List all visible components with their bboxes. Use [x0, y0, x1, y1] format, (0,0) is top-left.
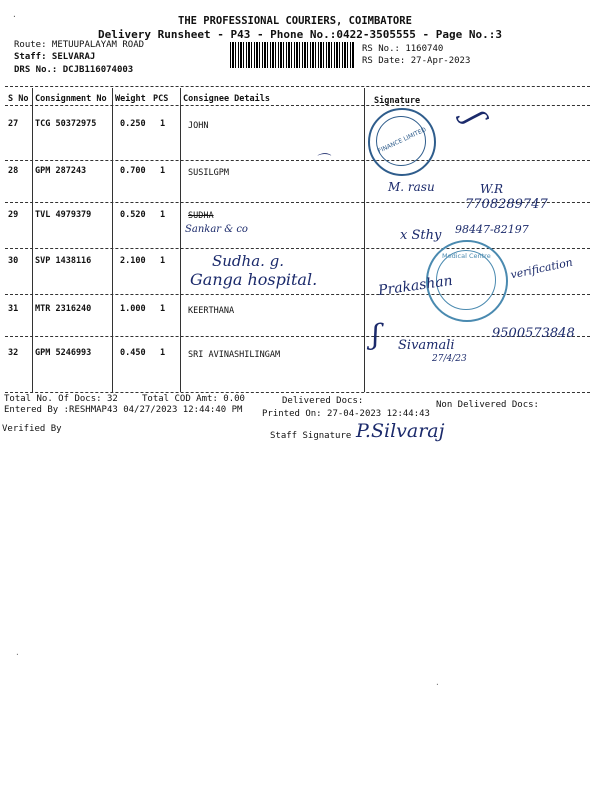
- printed-on: Printed On: 27-04-2023 12:44:43: [262, 409, 430, 419]
- entered-by: Entered By :RESHMAP43 04/27/2023 12:44:40 PM: [4, 405, 243, 415]
- scan-speck: ·: [435, 680, 440, 689]
- phone-row29: 98447-82197: [455, 223, 529, 236]
- runsheet-subtitle: Delivery Runsheet - P43 - Phone No.:0422-3505555 - Page No.:3: [98, 28, 502, 41]
- row-weight: 0.520: [120, 210, 146, 220]
- col-divider: [112, 88, 113, 392]
- row-sno: 28: [8, 166, 19, 176]
- row-consignee: SUSILGPM: [188, 168, 229, 178]
- row-pcs: 1: [160, 348, 166, 358]
- row-consignee: JOHN: [188, 121, 209, 131]
- scan-speck: ·: [12, 12, 17, 21]
- row-consignee: SRI AVINASHILINGAM: [188, 350, 281, 360]
- row-weight: 0.700: [120, 166, 146, 176]
- route-label: Route: METUUPALAYAM ROAD: [14, 40, 145, 50]
- consignee-handwritten-row29: Sankar & co: [185, 224, 248, 235]
- phone-row32: 9500573848: [492, 326, 575, 341]
- row-consignee: KEERTHANA: [188, 306, 235, 316]
- row-consignment: GPM 5246993: [35, 348, 92, 358]
- date-row32: 27/4/23: [432, 354, 467, 364]
- col-header-sno: S No: [8, 94, 29, 104]
- row-weight: 0.250: [120, 119, 146, 129]
- table-top-rule: [5, 86, 590, 87]
- rs-number: RS No.: 1160740: [362, 44, 444, 54]
- col-header-weight: Weight: [115, 94, 146, 104]
- signature-row28: M. rasu: [388, 180, 435, 194]
- staff-signature-label: Staff Signature: [270, 431, 352, 441]
- row-sno: 29: [8, 210, 19, 220]
- barcode-image: [230, 42, 355, 68]
- row-sno: 30: [8, 256, 19, 266]
- drs-number: DRS No.: DCJB116074003: [14, 65, 134, 75]
- col-divider: [32, 88, 33, 392]
- row-consignment: TVL 4979379: [35, 210, 92, 220]
- scan-speck: ·: [15, 650, 20, 659]
- signature-row30-extra: verification: [509, 255, 574, 282]
- row-rule: [5, 248, 590, 249]
- stamp-text: FINANCE LIMITED: [376, 126, 428, 155]
- row-consignment: TCG 50372975: [35, 119, 97, 129]
- row-sno: 27: [8, 119, 19, 129]
- row-sno: 31: [8, 304, 19, 314]
- col-header-consignment: Consignment No: [35, 94, 107, 104]
- verified-by: Verified By: [2, 424, 62, 434]
- row-weight: 2.100: [120, 256, 146, 266]
- consignee-handwritten-row30-line1: Sudha. g.: [212, 252, 285, 270]
- header-rule: [5, 105, 590, 106]
- row-weight: 0.450: [120, 348, 146, 358]
- row-rule: [5, 160, 590, 161]
- row-consignee: SUDHA: [188, 211, 214, 221]
- col-header-signature: Signature: [374, 96, 421, 106]
- row-consignment: GPM 287243: [35, 166, 87, 176]
- row-consignment: MTR 2316240: [35, 304, 92, 314]
- phone-row28: 7708289747: [465, 197, 548, 212]
- row-pcs: 1: [160, 210, 166, 220]
- company-title: THE PROFESSIONAL COURIERS, COIMBATORE: [178, 15, 412, 27]
- row-pcs: 1: [160, 119, 166, 129]
- stamp-text: Medical Centre: [442, 252, 491, 260]
- total-docs: Total No. Of Docs: 32: [4, 394, 118, 404]
- consignee-handwritten-row30-line2: Ganga hospital.: [190, 270, 318, 289]
- staff-signature: P.Silvaraj: [356, 420, 445, 442]
- signature-row28-extra: W.R: [480, 182, 504, 196]
- table-bottom-rule: [5, 392, 590, 393]
- col-header-consignee: Consignee Details: [183, 94, 270, 104]
- row-sno: 32: [8, 348, 19, 358]
- row-weight: 1.000: [120, 304, 146, 314]
- row-pcs: 1: [160, 304, 166, 314]
- signature-row30: Prakashan: [377, 272, 454, 300]
- row-pcs: 1: [160, 166, 166, 176]
- col-divider: [180, 88, 181, 392]
- row-consignment: SVP 1438116: [35, 256, 92, 266]
- finance-stamp: [368, 108, 436, 176]
- row-pcs: 1: [160, 256, 166, 266]
- signature-scribble: ʃ: [456, 105, 492, 130]
- staff-label: Staff: SELVARAJ: [14, 52, 96, 62]
- signature-mark: ⌒: [315, 153, 329, 169]
- delivered-docs: Delivered Docs:: [282, 396, 364, 406]
- total-cod: Total COD Amt: 0.00: [142, 394, 245, 404]
- non-delivered-docs: Non Delivered Docs:: [436, 400, 539, 410]
- signature-row29: x Sthy: [400, 228, 442, 243]
- signature-row32-flourish: ʃ: [372, 318, 380, 351]
- col-divider: [364, 88, 365, 392]
- signature-row32: Sivamali: [398, 338, 455, 353]
- col-header-pcs: PCS: [153, 94, 169, 104]
- rs-date: RS Date: 27-Apr-2023: [362, 56, 471, 66]
